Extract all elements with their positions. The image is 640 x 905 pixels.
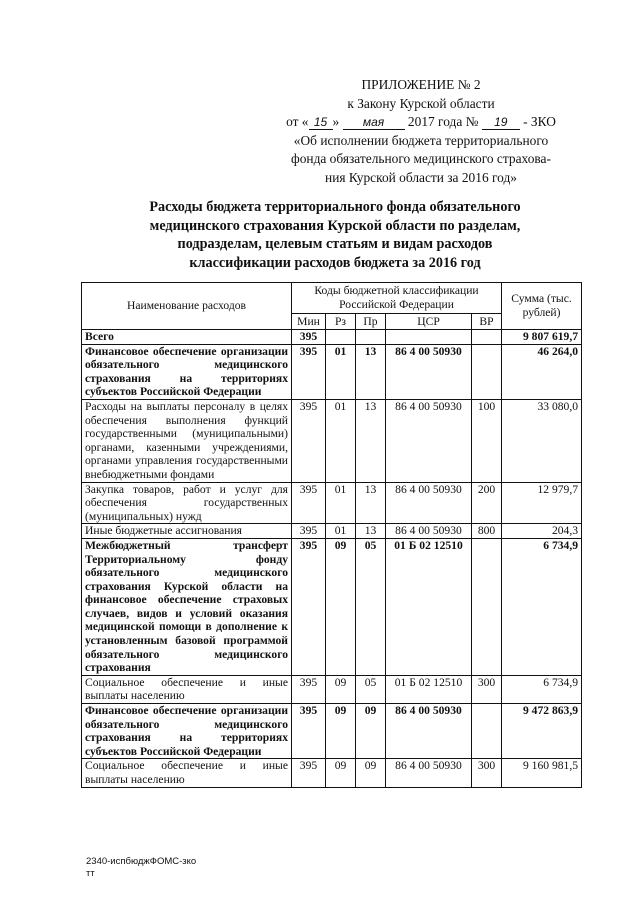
table-row [82,344,582,399]
cell-name: Всего [82,330,292,345]
table-row [82,524,582,539]
cell-csr: 86 4 00 50930 [386,399,472,482]
law-subject-line-3: ния Курской области за 2016 год» [325,169,517,185]
cell-pr [356,330,386,345]
cell-sum: 6 734,9 [502,538,582,675]
cell-name: Социальное обеспечение и иные выплаты населению [82,675,292,703]
cell-vr [472,538,502,675]
cell-name: Финансовое обеспечение организации обязательного медицинского страхования на территориях субъектов Российской Федерации [82,344,292,399]
cell-min: 395 [292,399,326,482]
law-number: 19 [482,115,520,130]
cell-rz: 09 [326,759,356,787]
law-subject-line-2: фонда обязательного медицинского страхова- [291,151,551,166]
cell-min: 395 [292,704,326,759]
title-line-1: Расходы бюджета территориального фонда обязательного [149,199,521,215]
header-name: Наименование расходов [82,283,292,330]
cell-vr [472,344,502,399]
date-year: 2017 года № [407,114,479,129]
cell-name: Закупка товаров, работ и услуг для обеспечения государственных (муниципальных) нужд [82,482,292,524]
cell-rz: 09 [326,704,356,759]
cell-sum: 33 080,0 [502,399,582,482]
footer [86,856,196,880]
table-row [82,399,582,482]
header-csr: ЦСР [386,314,472,330]
cell-csr: 86 4 00 50930 [386,482,472,524]
title-line-4: классификации расходов бюджета за 2016 год [189,254,481,271]
cell-vr: 300 [472,675,502,703]
header-sum: Сумма (тыс. рублей) [502,283,582,330]
appendix-number: ПРИЛОЖЕНИЕ № 2 [361,77,481,92]
table-row [82,482,582,524]
cell-csr: 86 4 00 50930 [386,524,472,539]
cell-min: 395 [292,759,326,787]
cell-min: 395 [292,330,326,345]
cell-name: Расходы на выплаты персоналу в целях обеспечения выполнения функций государственными (муниципальными) органами, казенными учреждениями, органами управления государственными внебюджетными фондами [82,399,292,482]
cell-sum: 9 472 863,9 [502,704,582,759]
cell-rz [326,330,356,345]
cell-csr: 01 Б 02 12510 [386,675,472,703]
cell-vr: 100 [472,399,502,482]
law-date-line [256,113,586,132]
cell-sum: 9 160 981,5 [502,759,582,787]
cell-min: 395 [292,344,326,399]
cell-pr: 13 [356,399,386,482]
cell-pr: 09 [356,759,386,787]
cell-pr: 05 [356,675,386,703]
expenses-table-wrap [81,282,581,788]
cell-vr [472,704,502,759]
cell-sum: 46 264,0 [502,344,582,399]
cell-pr: 13 [356,524,386,539]
header-pr: Пр [356,314,386,330]
cell-rz: 01 [326,399,356,482]
header-vr: ВР [472,314,502,330]
cell-pr: 13 [356,482,386,524]
table-row [82,704,582,759]
cell-min: 395 [292,482,326,524]
expenses-table [81,282,582,788]
law-subject-line-1: «Об исполнении бюджета территориального [293,132,549,148]
cell-rz: 01 [326,482,356,524]
date-mid: » [332,114,340,129]
cell-pr: 05 [356,538,386,675]
footer-initials: тт [86,868,95,879]
cell-sum: 12 979,7 [502,482,582,524]
cell-csr: 86 4 00 50930 [386,344,472,399]
title-line-2: медицинского страхования Курской области по разделам, [149,217,521,234]
law-reference: к Закону Курской области [347,95,495,111]
cell-name: Межбюджетный трансферт Территориальному фонду обязательного медицинского страхования Курской области на финансовое обеспечение страховых случаев, видов и условий оказания медицинской помощи в дополнение к установленным базовой программой обязательного медицинского страхования [82,538,292,675]
cell-name: Иные бюджетные ассигнования [82,524,292,539]
date-day: 15 [309,115,333,130]
cell-sum: 9 807 619,7 [502,330,582,345]
header-min: Мин [292,314,326,330]
cell-name: Финансовое обеспечение организации обязательного медицинского страхования на территориях субъектов Российской Федерации [82,704,292,759]
header-rz: Рз [326,314,356,330]
footer-doc-code: 2340-испбюджФОМС-зко [86,856,197,867]
cell-csr: 01 Б 02 12510 [386,538,472,675]
cell-csr [386,330,472,345]
table-row [82,759,582,787]
cell-pr: 09 [356,704,386,759]
date-month: мая [343,115,405,130]
cell-min: 395 [292,675,326,703]
table-row [82,538,582,675]
table-body [82,330,582,788]
cell-vr [472,330,502,345]
cell-rz: 01 [326,344,356,399]
document-title [100,198,570,272]
title-line-3: подразделам, целевым статьям и видам расходов [177,236,493,252]
cell-min: 395 [292,524,326,539]
law-code: - ЗКО [523,114,556,129]
cell-vr: 300 [472,759,502,787]
table-row [82,675,582,703]
cell-csr: 86 4 00 50930 [386,704,472,759]
cell-rz: 01 [326,524,356,539]
cell-rz: 09 [326,675,356,703]
cell-vr: 200 [472,482,502,524]
appendix-header [256,76,586,187]
cell-min: 395 [292,538,326,675]
table-row [82,330,582,345]
cell-rz: 09 [326,538,356,675]
cell-sum: 6 734,9 [502,675,582,703]
date-prefix: от « [286,114,309,129]
header-codes-group: Коды бюджетной классификации Российской Федерации [292,283,502,314]
cell-vr: 800 [472,524,502,539]
cell-pr: 13 [356,344,386,399]
cell-sum: 204,3 [502,524,582,539]
cell-name: Социальное обеспечение и иные выплаты населению [82,759,292,787]
cell-csr: 86 4 00 50930 [386,759,472,787]
